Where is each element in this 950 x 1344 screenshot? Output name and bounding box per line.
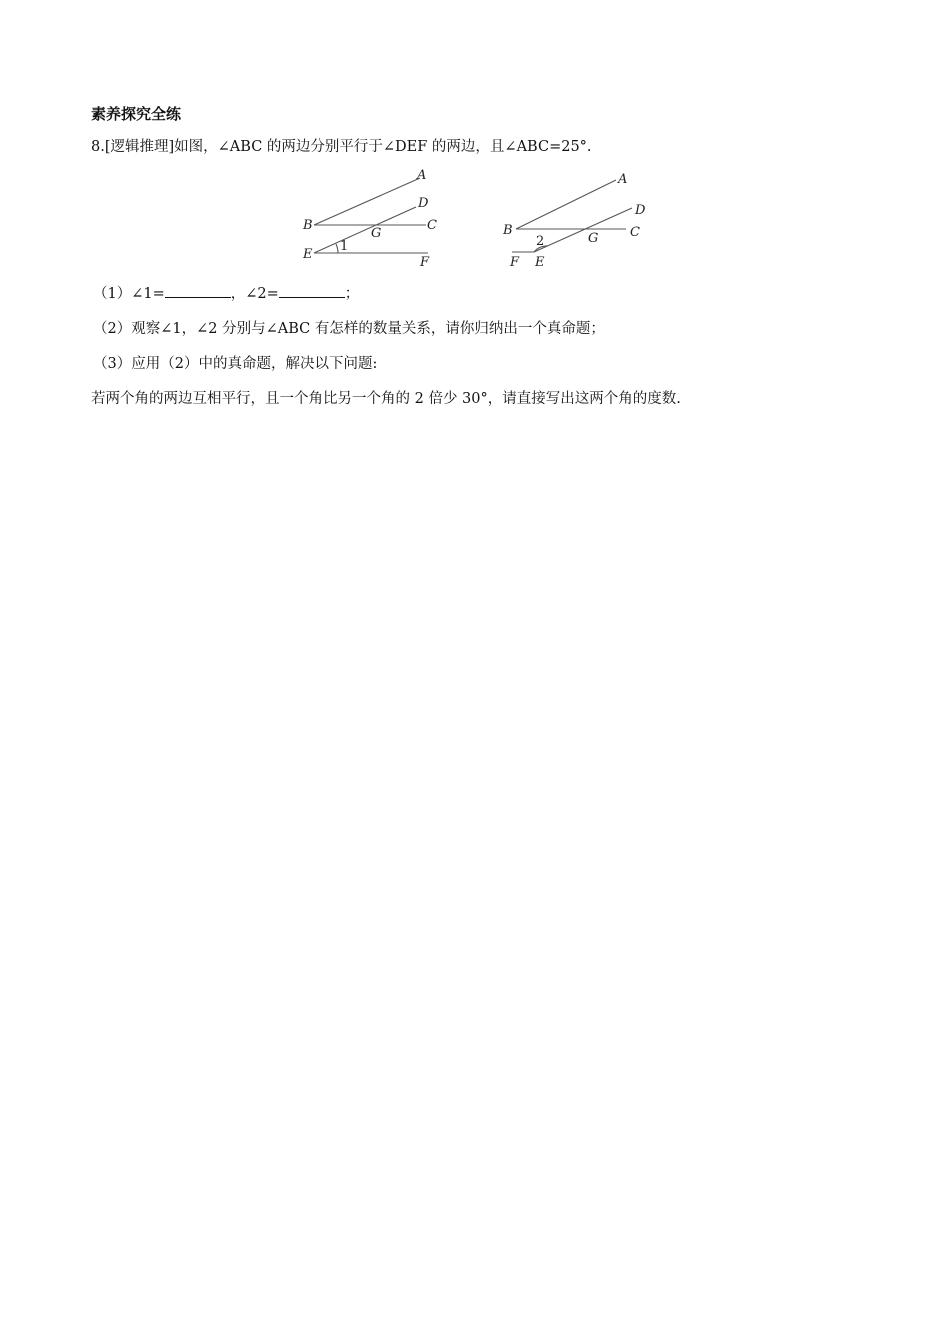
label-C: C xyxy=(427,218,437,233)
part1-suffix: ； xyxy=(344,286,360,302)
label-A: A xyxy=(618,172,628,187)
question-part-2: （2）观察∠1，∠2 分别与∠ABC 有怎样的数量关系，请你归纳出一个真命题； xyxy=(93,321,605,337)
label-A: A xyxy=(417,168,427,183)
ray-ED xyxy=(534,208,632,252)
figure-left xyxy=(300,166,440,270)
label-E: E xyxy=(303,247,313,262)
question-part-3-continued: 若两个角的两边互相平行，且一个角比另一个角的 2 倍少 30°，请直接写出这两个角的度数. xyxy=(91,391,681,407)
ray-ED xyxy=(314,207,416,253)
question-stem: 8.[逻辑推理]如图，∠ABC 的两边分别平行于∠DEF 的两边，且∠ABC=25°. xyxy=(91,139,592,155)
label-E: E xyxy=(535,255,545,270)
label-G: G xyxy=(588,231,599,246)
label-F: F xyxy=(420,255,430,270)
label-B: B xyxy=(503,223,513,238)
label-angle-2: 2 xyxy=(536,234,545,249)
figure-right-diagram xyxy=(500,166,652,270)
ray-BA xyxy=(314,178,420,225)
answer-blank-1[interactable] xyxy=(165,283,231,298)
part1-middle: ，∠2= xyxy=(230,286,279,302)
label-C: C xyxy=(630,225,640,240)
answer-blank-2[interactable] xyxy=(279,283,345,298)
section-title: 素养探究全练 xyxy=(91,105,182,123)
figure-left-diagram xyxy=(300,166,440,270)
label-D: D xyxy=(635,203,646,218)
label-F: F xyxy=(510,255,520,270)
label-G: G xyxy=(371,226,382,241)
figure-right xyxy=(500,166,652,270)
question-part-1 xyxy=(93,283,359,304)
label-B: B xyxy=(303,218,313,233)
label-angle-1: 1 xyxy=(340,239,349,254)
part1-prefix: （1）∠1= xyxy=(93,286,165,302)
angle-1-arc xyxy=(336,244,338,253)
label-D: D xyxy=(418,196,429,211)
question-part-3: （3）应用（2）中的真命题，解决以下问题: xyxy=(93,356,378,372)
